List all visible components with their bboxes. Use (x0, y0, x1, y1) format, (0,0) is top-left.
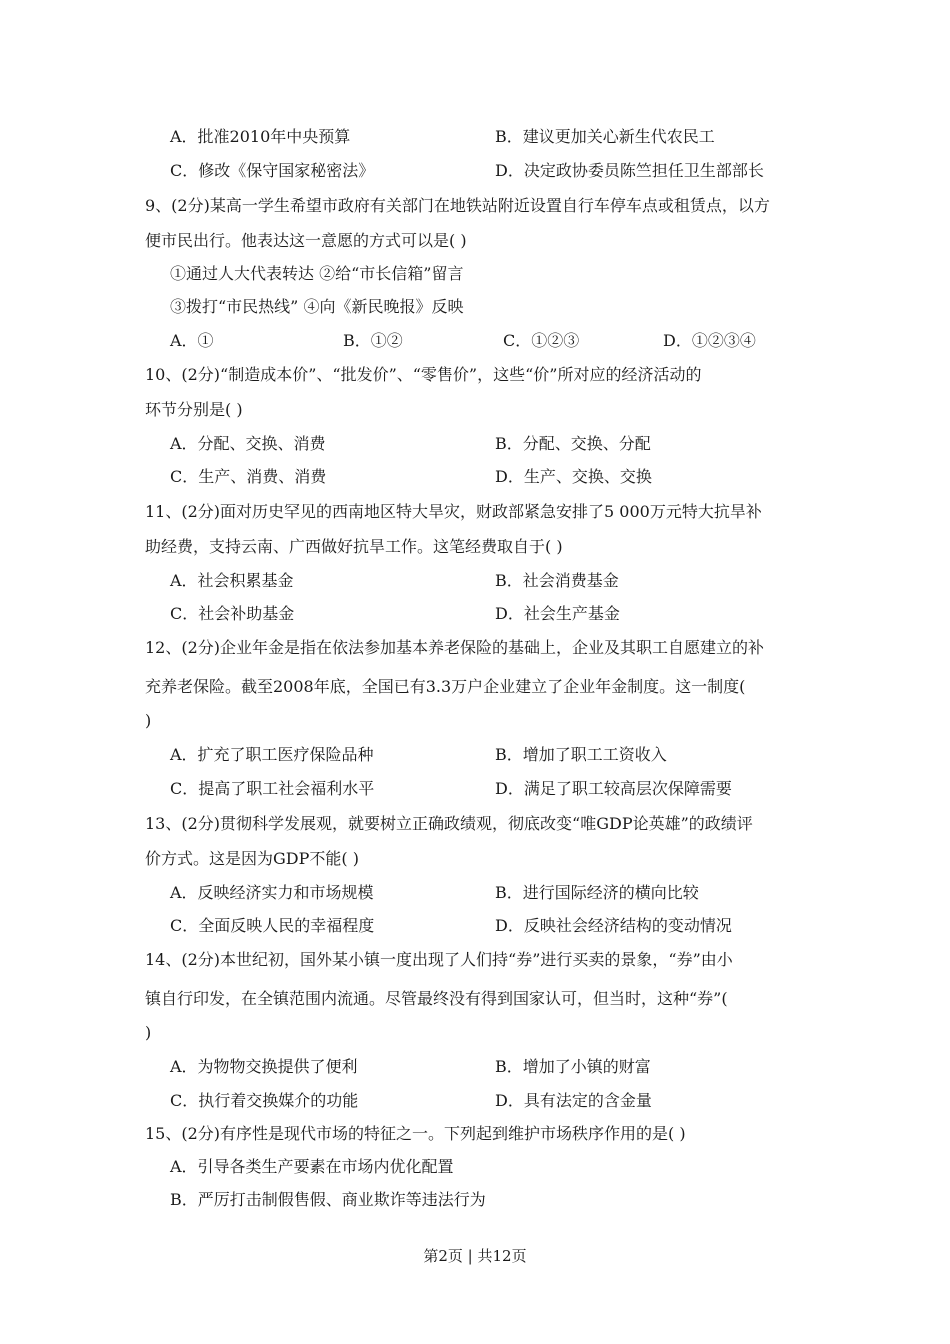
q12-stem-line2: 充养老保险。截至2008年底，全国已有3.3万户企业建立了企业年金制度。这一制度( (145, 677, 746, 696)
q13-option-d: D．反映社会经济结构的变动情况 (495, 916, 732, 935)
q14-option-b: B．增加了小镇的财富 (495, 1057, 651, 1076)
q10-option-d: D．生产、交换、交换 (495, 467, 652, 486)
q8-option-b: B．建议更加关心新生代农民工 (495, 127, 715, 146)
q8-option-d: D．决定政协委员陈竺担任卫生部部长 (495, 161, 764, 180)
q14-option-d: D．具有法定的含金量 (495, 1091, 652, 1110)
q15-stem-line1: 15、(2分)有序性是现代市场的特征之一。下列起到维护市场秩序作用的是( ) (145, 1124, 686, 1143)
q13-option-b: B．进行国际经济的横向比较 (495, 883, 699, 902)
q10-option-a: A．分配、交换、消费 (170, 434, 326, 453)
q10-option-b: B．分配、交换、分配 (495, 434, 651, 453)
q12-stem-line1: 12、(2分)企业年金是指在依法参加基本养老保险的基础上，企业及其职工自愿建立的补 (145, 638, 765, 657)
q9-item-line1: ①通过人大代表转达 ②给“市长信箱”留言 (170, 264, 464, 283)
q13-option-a: A．反映经济实力和市场规模 (170, 883, 374, 902)
q14-option-a: A．为物物交换提供了便利 (170, 1057, 358, 1076)
q11-option-c: C．社会补助基金 (170, 604, 295, 623)
q12-option-c: C．提高了职工社会福利水平 (170, 779, 375, 798)
q9-option-c: C．①②③ (503, 331, 580, 350)
q14-option-c: C．执行着交换媒介的功能 (170, 1091, 359, 1110)
q11-stem-line2: 助经费，支持云南、广西做好抗旱工作。这笔经费取自于( ) (145, 537, 563, 556)
q8-option-a: A．批准2010年中央预算 (170, 127, 351, 146)
q15-option-a: A．引导各类生产要素在市场内优化配置 (170, 1157, 454, 1176)
q10-stem-line1: 10、(2分)“制造成本价”、“批发价”、“零售价”，这些“价”所对应的经济活动的 (145, 365, 702, 384)
q10-stem-line2: 环节分别是( ) (145, 400, 243, 419)
q12-stem-line3: ) (145, 711, 152, 730)
q9-stem-line2: 便市民出行。他表达这一意愿的方式可以是( ) (145, 231, 467, 250)
q14-stem-line1: 14、(2分)本世纪初，国外某小镇一度出现了人们持“券”进行买卖的景象，“券”由小 (145, 950, 733, 969)
page-number-footer: 第2页 | 共12页 (423, 1247, 527, 1265)
q9-option-b: B．①② (343, 331, 403, 350)
q15-option-b: B．严厉打击制假售假、商业欺诈等违法行为 (170, 1190, 486, 1209)
q13-stem-line2: 价方式。这是因为GDP不能( ) (145, 849, 359, 868)
q12-option-b: B．增加了职工工资收入 (495, 745, 667, 764)
q12-option-a: A．扩充了职工医疗保险品种 (170, 745, 374, 764)
q9-option-d: D．①②③④ (663, 331, 756, 350)
q13-option-c: C．全面反映人民的幸福程度 (170, 916, 375, 935)
q14-stem-line2: 镇自行印发，在全镇范围内流通。尽管最终没有得到国家认可，但当时，这种“券”( (145, 989, 728, 1008)
q9-option-a: A．① (170, 331, 214, 350)
q10-option-c: C．生产、消费、消费 (170, 467, 327, 486)
q13-stem-line1: 13、(2分)贯彻科学发展观，就要树立正确政绩观，彻底改变“唯GDP论英雄”的政绩评 (145, 814, 753, 833)
q11-stem-line1: 11、(2分)面对历史罕见的西南地区特大旱灾，财政部紧急安排了5 000万元特大抗旱补 (145, 502, 762, 521)
q9-item-line2: ③拨打“市民热线” ④向《新民晚报》反映 (170, 297, 464, 316)
q12-option-d: D．满足了职工较高层次保障需要 (495, 779, 732, 798)
q11-option-a: A．社会积累基金 (170, 571, 294, 590)
q11-option-b: B．社会消费基金 (495, 571, 619, 590)
q11-option-d: D．社会生产基金 (495, 604, 620, 623)
q9-stem-line1: 9、(2分)某高一学生希望市政府有关部门在地铁站附近设置自行车停车点或租赁点，以方 (145, 196, 770, 215)
q8-option-c: C．修改《保守国家秘密法》 (170, 161, 375, 180)
q14-stem-line3: ) (145, 1023, 152, 1042)
